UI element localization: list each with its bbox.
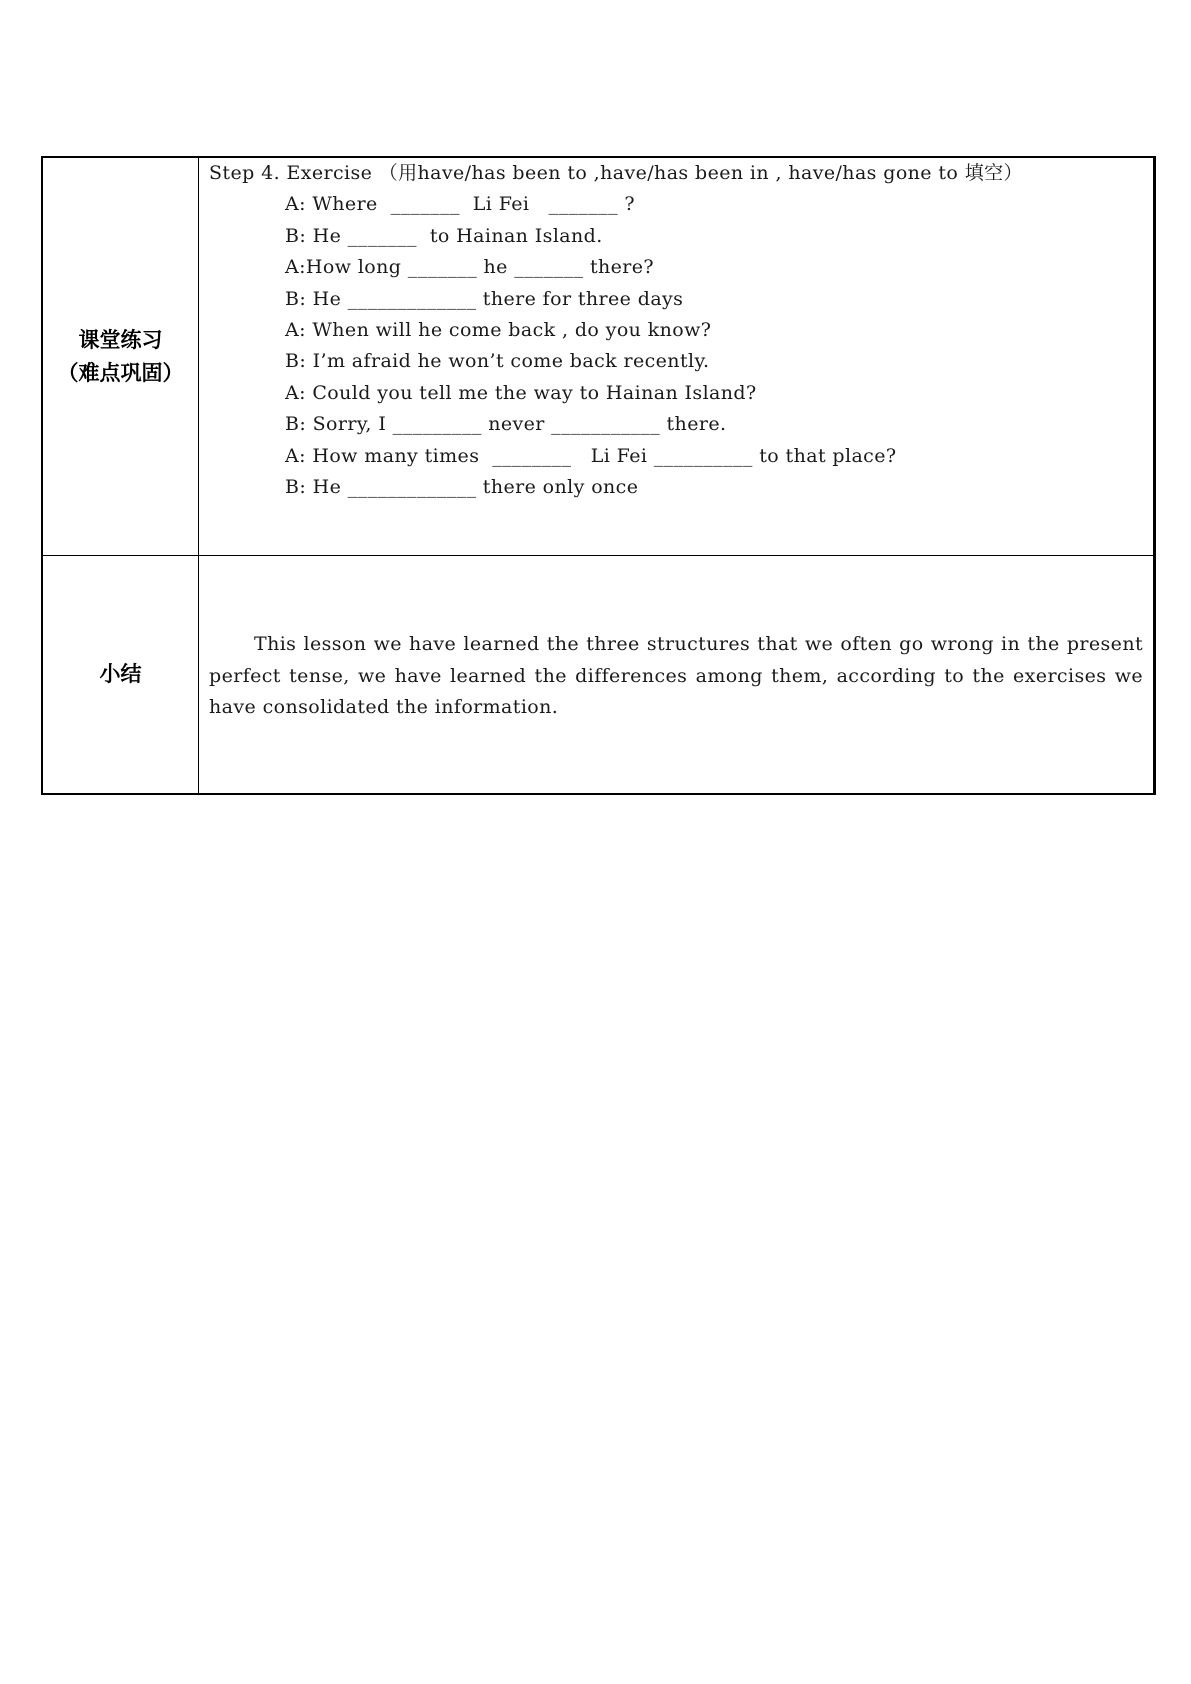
exercise-label: 课堂练习 [78,327,163,352]
dialogue-line: B: He _______ to Hainan Island. [285,224,603,247]
summary-row [42,556,1155,795]
exercise-row [42,157,1155,556]
dialogue-line: B: He _____________ there for three days [285,287,684,310]
exercise-label-cell [42,157,199,556]
lesson-table [41,156,1156,795]
dialogue-line: B: Sorry, I _________ never ___________ there. [285,413,727,436]
summary-label: 小结 [99,662,142,686]
exercise-content-cell [199,157,1155,556]
exercise-heading: Step 4. Exercise （用have/has been to ,have/has been in , have/has gone to 填空） [209,162,1023,184]
summary-content-cell [199,556,1155,795]
dialogue-line: A: When will he come back , do you know? [285,318,712,341]
summary-text: This lesson we have learned the three structures that we often go wrong in the present perfect tense, we have learned the differences among them, according to the exercises we have consolidated the information. [209,633,1143,719]
dialogue-line: A: Where _______ Li Fei _______ ? [285,193,635,216]
dialogue-line: B: I’m afraid he won’t come back recently. [285,350,710,373]
dialogue-line: A:How long _______ he _______ there? [285,256,655,279]
summary-label-cell [42,556,199,795]
exercise-sublabel: （难点巩固） [57,360,184,385]
dialogue-line: A: How many times ________ Li Fei __________ to that place? [285,444,897,467]
dialogue-line: A: Could you tell me the way to Hainan Island? [285,381,757,404]
dialogue-line: B: He _____________ there only once [285,475,639,498]
